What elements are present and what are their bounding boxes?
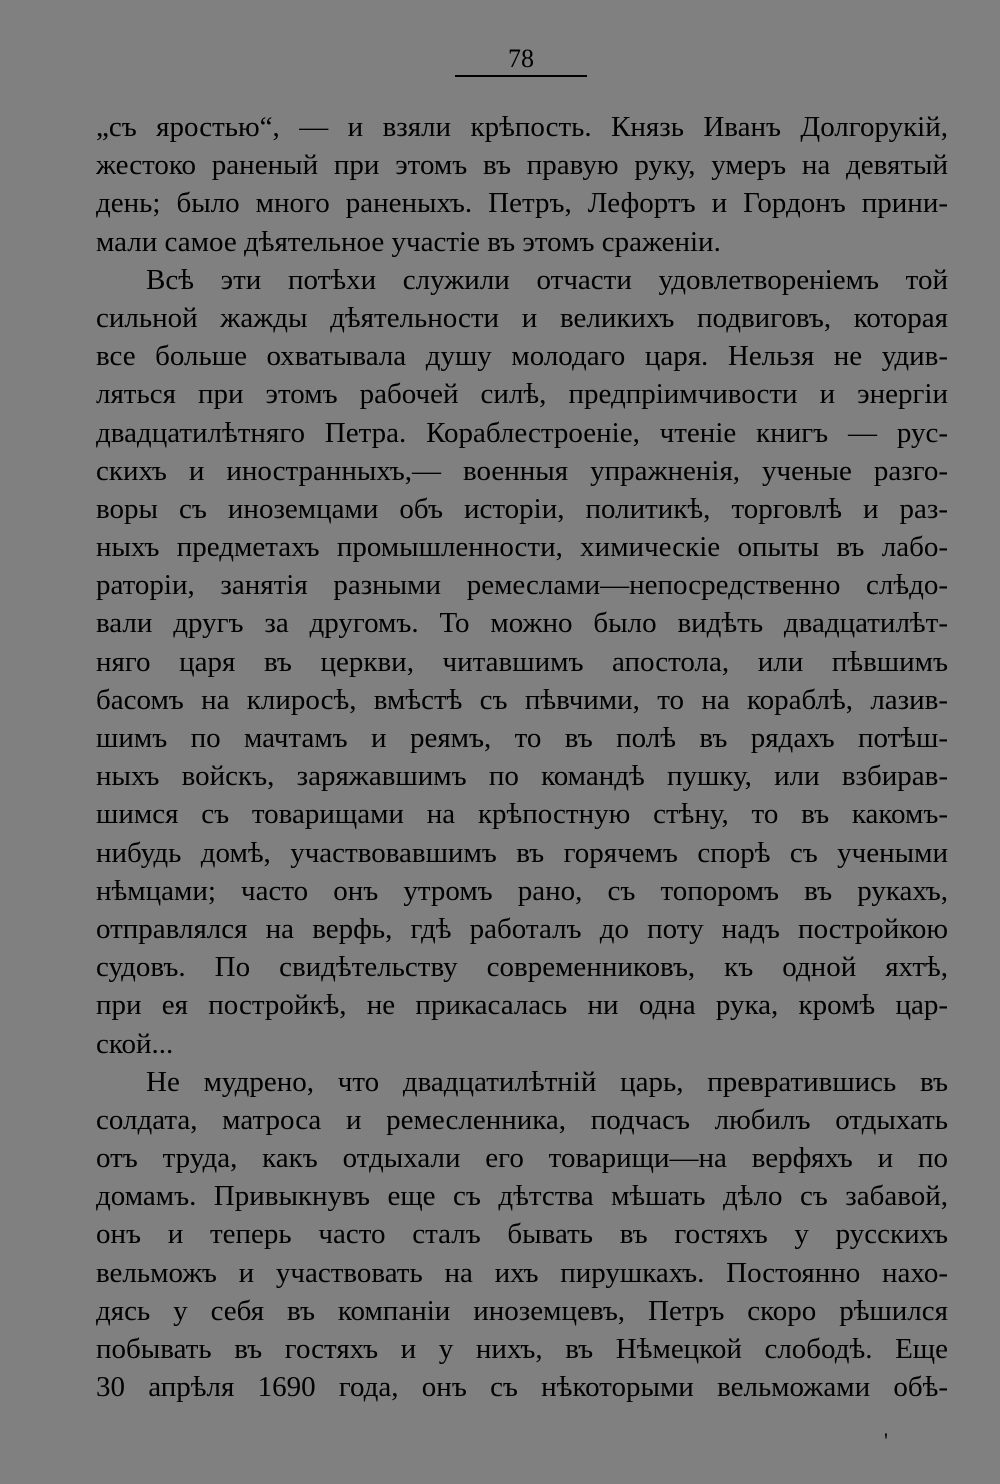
text-line: ляться при этомъ рабочей силѣ, предпріимчивости и энергіи [96,378,948,411]
text-line: Не мудрено, что двадцатилѣтній царь, превратившись въ [146,1065,948,1098]
text-line: Всѣ эти потѣхи служили отчасти удовлетвореніемъ той [146,263,948,296]
paragraph-2 [96,261,948,1063]
text-line: басомъ на клиросѣ, вмѣстѣ съ пѣвчими, то на кораблѣ, лазив- [96,683,948,716]
text-line: нѣмцами; часто онъ утромъ рано, съ топоромъ въ рукахъ, [96,874,948,907]
text-line: шимся съ товарищами на крѣпостную стѣну, то въ какомъ- [96,798,948,831]
text-line: день; было много раненыхъ. Петръ, Лефортъ и Гордонъ прини- [96,187,948,220]
text-line: отправлялся на верфь, гдѣ работалъ до поту надъ постройкою [96,912,948,945]
text-line: ской... [96,1027,174,1060]
text-line: онъ и теперь часто сталъ бывать въ гостяхъ у русскихъ [96,1218,948,1251]
text-line: 30 апрѣля 1690 года, онъ съ нѣкоторыми вельможами обѣ- [96,1371,948,1404]
text-line: воры съ иноземцами объ исторіи, политикѣ, торговлѣ и раз- [96,492,948,525]
text-line: вельможъ и участвовать на ихъ пирушкахъ. Постоянно нахо- [96,1256,948,1289]
text-line: побывать въ гостяхъ и у нихъ, въ Нѣмецкой слободѣ. Еще [96,1333,948,1365]
page-number: 78 [508,44,534,73]
text-line: дясь у себя въ компаніи иноземцевъ, Петръ скоро рѣшился [96,1294,948,1327]
paragraph-1 [96,108,948,261]
text-line: судовъ. По свидѣтельству современниковъ, къ одной яхтѣ, [96,951,948,984]
text-line: жестоко раненый при этомъ въ правую руку, умеръ на девятый [96,149,948,182]
text-line: раторіи, занятія разными ремеслами—непосредственно слѣдо- [96,569,948,602]
text-line: скихъ и иностранныхъ,— военныя упражненія, ученые разго- [96,454,948,487]
text-line: „съ яростью“, — и взяли крѣпость. Князь Иванъ Долгорукій, [96,111,948,143]
text-line: сильной жажды дѣятельности и великихъ подвиговъ, которая [96,301,948,334]
text-line: все больше охватывала душу молодаго царя. Нельзя не удив- [96,340,948,373]
text-line: ныхъ войскъ, заряжавшимъ по командѣ пушку, или взбирав- [96,760,948,793]
body-text [96,108,948,1406]
text-line: шимъ по мачтамъ и реямъ, то въ полѣ въ рядахъ потѣш- [96,722,948,754]
text-line: солдата, матроса и ремесленника, подчасъ любилъ отдыхать [96,1103,948,1136]
text-line: при ея постройкѣ, не прикасалась ни одна рука, кромѣ цар- [96,989,948,1022]
text-line: ныхъ предметахъ промышленности, химическіе опыты въ лабо- [96,531,948,564]
paragraph-3 [96,1063,948,1407]
text-line: отъ труда, какъ отдыхали его товарищи—на верфяхъ и по [96,1142,948,1175]
text-line: мали самое дѣятельное участіе въ этомъ сраженіи. [96,225,721,258]
page-number-rule [455,75,587,77]
text-line: нибудь домѣ, участвовавшимъ въ горячемъ спорѣ съ учеными [96,836,948,869]
text-line: двадцатилѣтняго Петра. Кораблестроеніе, чтеніе книгъ — рус- [96,416,948,449]
text-line: домамъ. Привыкнувъ еще съ дѣтства мѣшать дѣло съ забавой, [96,1180,948,1213]
ink-speck: ' [884,1428,888,1453]
text-line: няго царя въ церкви, читавшимъ апостола, или пѣвшимъ [96,645,948,678]
text-line: вали другъ за другомъ. То можно было видѣть двадцатилѣт- [96,607,948,640]
